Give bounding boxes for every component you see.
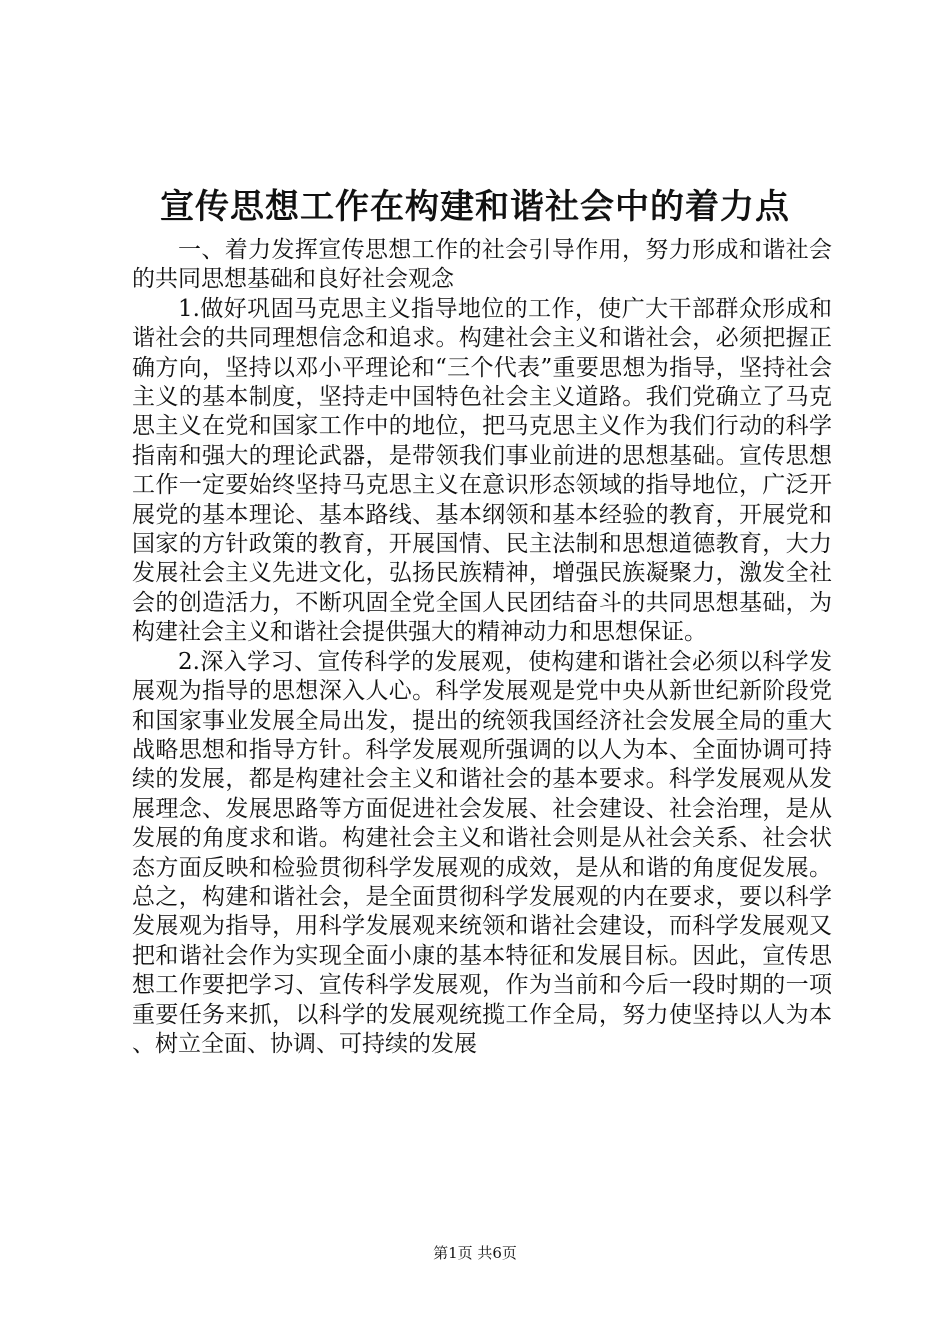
body-paragraph: 2.深入学习、宣传科学的发展观，使构建和谐社会必须以科学发展观为指导的思想深入人心。科学发展观是党中央从新世纪新阶段党和国家事业发展全局出发，提出的统领我国经济社会发展全局的重大战略思想和指导方针。科学发展观所强调的以人为本、全面协调可持续的发展，都是构建社会主义和谐社会的基本要求。科学发展观从发展理念、发展思路等方面促进社会发展、社会建设、社会治理，是从发展的角度求和谐。构建社会主义和谐社会则是从社会关系、社会状态方面反映和检验贯彻科学发展观的成效，是从和谐的角度促发展。总之，构建和谐社会，是全面贯彻科学发展观的内在要求，要以科学发展观为指导，用科学发展观来统领和谐社会建设，而科学发展观又把和谐社会作为实现全面小康的基本特征和发展目标。因此，宣传思想工作要把学习、宣传科学发展观，作为当前和今后一段时期的一项重要任务来抓，以科学的发展观统揽工作全局，努力使坚持以人为本、树立全面、协调、可持续的发展	[132, 648, 832, 1057]
section-heading: 一、着力发挥宣传思想工作的社会引导作用，努力形成和谐社会的共同思想基础和良好社会观念	[132, 237, 832, 293]
document-title: 宣传思想工作在构建和谐社会中的着力点	[160, 187, 790, 227]
document-body	[132, 236, 832, 1059]
body-paragraph: 1.做好巩固马克思主义指导地位的工作，使广大干部群众形成和谐社会的共同理想信念和追求。构建社会主义和谐社会，必须把握正确方向，坚持以邓小平理论和“三个代表”重要思想为指导，坚持社会主义的基本制度，坚持走中国特色社会主义道路。我们党确立了马克思主义在党和国家工作中的地位，把马克思主义作为我们行动的科学指南和强大的理论武器，是带领我们事业前进的思想基础。宣传思想工作一定要始终坚持马克思主义在意识形态领域的指导地位，广泛开展党的基本理论、基本路线、基本纲领和基本经验的教育，开展党和国家的方针政策的教育，开展国情、民主法制和思想道德教育，大力发展社会主义先进文化，弘扬民族精神，增强民族凝聚力，激发全社会的创造活力，不断巩固全党全国人民团结奋斗的共同思想基础，为构建社会主义和谐社会提供强大的精神动力和思想保证。	[132, 295, 832, 646]
page-number: 第1页 共6页	[433, 1244, 517, 1262]
